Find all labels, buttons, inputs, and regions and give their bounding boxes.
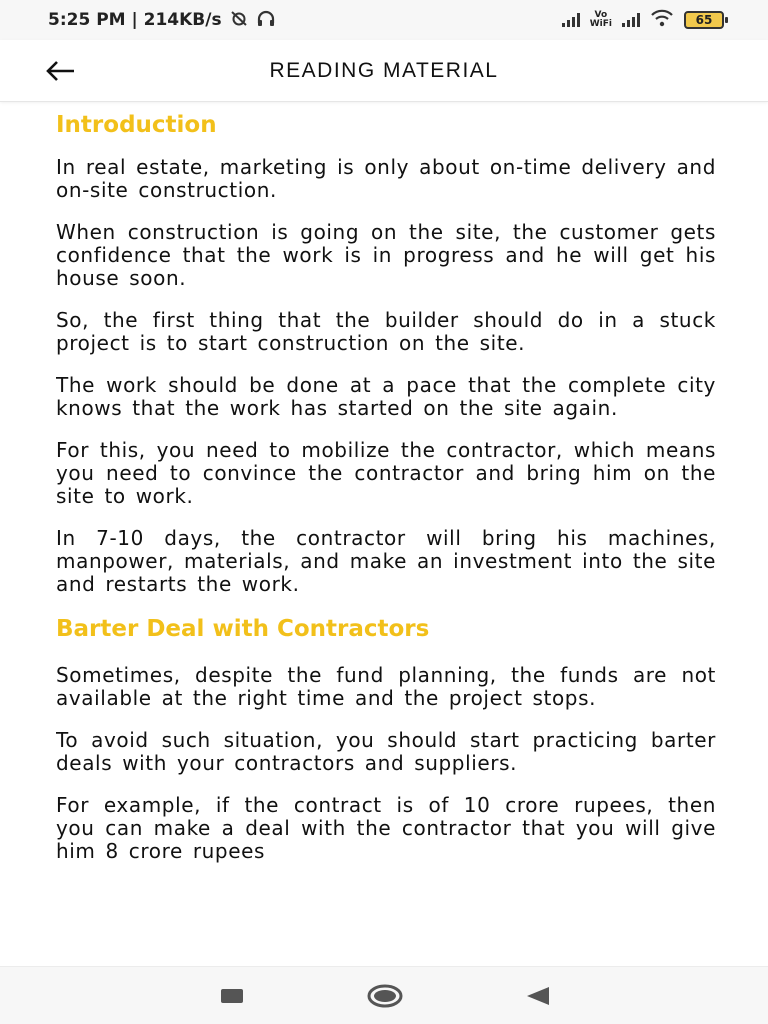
- alarm-off-icon: [230, 10, 248, 31]
- paragraph: When construction is going on the site, the customer gets confidence that the work is in progress and he will get his house soon.: [56, 220, 716, 290]
- status-bar: [0, 0, 768, 40]
- paragraph: In real estate, marketing is only about on-time delivery and on-site construction.: [56, 155, 716, 202]
- paragraph: Sometimes, despite the fund planning, the funds are not available at the right time and the project stops.: [56, 663, 716, 710]
- page-title: READING MATERIAL: [269, 58, 499, 82]
- arrow-left-icon: [44, 59, 76, 83]
- paragraph: For example, if the contract is of 10 crore rupees, then you can make a deal with the contractor that you will give him 8 crore rupees: [56, 793, 716, 863]
- back-nav-button[interactable]: [518, 976, 558, 1016]
- status-right: [562, 9, 724, 31]
- paragraph: In 7-10 days, the contractor will bring his machines, manpower, materials, and make an investment into the site and restarts the work.: [56, 526, 716, 596]
- vowifi-bottom: WiFi: [589, 19, 612, 29]
- back-button[interactable]: [40, 54, 80, 88]
- wifi-icon: [650, 9, 674, 31]
- vowifi-indicator: [590, 11, 612, 29]
- paragraph: So, the first thing that the builder should do in a stuck project is to start construction on the site.: [56, 308, 716, 355]
- triangle-left-icon: [525, 986, 551, 1006]
- battery-indicator: 65: [684, 11, 724, 29]
- signal-icon: [562, 13, 580, 27]
- status-left: [48, 9, 276, 32]
- circle-icon: [366, 983, 404, 1009]
- paragraph: The work should be done at a pace that the complete city knows that the work has started on the site again.: [56, 373, 716, 420]
- headphones-icon: [256, 9, 276, 32]
- app-bar: [0, 40, 768, 102]
- paragraph: For this, you need to mobilize the contractor, which means you need to convince the contractor and bring him on the site to work.: [56, 438, 716, 508]
- section-heading-barter-deal: Barter Deal with Contractors: [56, 616, 430, 642]
- reading-content[interactable]: [56, 108, 716, 968]
- status-time-speed: 5:25 PM | 214KB/s: [48, 10, 222, 30]
- system-nav-bar: [0, 966, 768, 1024]
- vowifi-top: Vo: [594, 10, 608, 20]
- signal-icon-2: [622, 13, 640, 27]
- paragraph: To avoid such situation, you should start practicing barter deals with your contractors and suppliers.: [56, 728, 716, 775]
- square-icon: [220, 987, 244, 1005]
- section-heading-introduction: Introduction: [56, 112, 217, 138]
- recents-button[interactable]: [212, 976, 252, 1016]
- home-button[interactable]: [365, 976, 405, 1016]
